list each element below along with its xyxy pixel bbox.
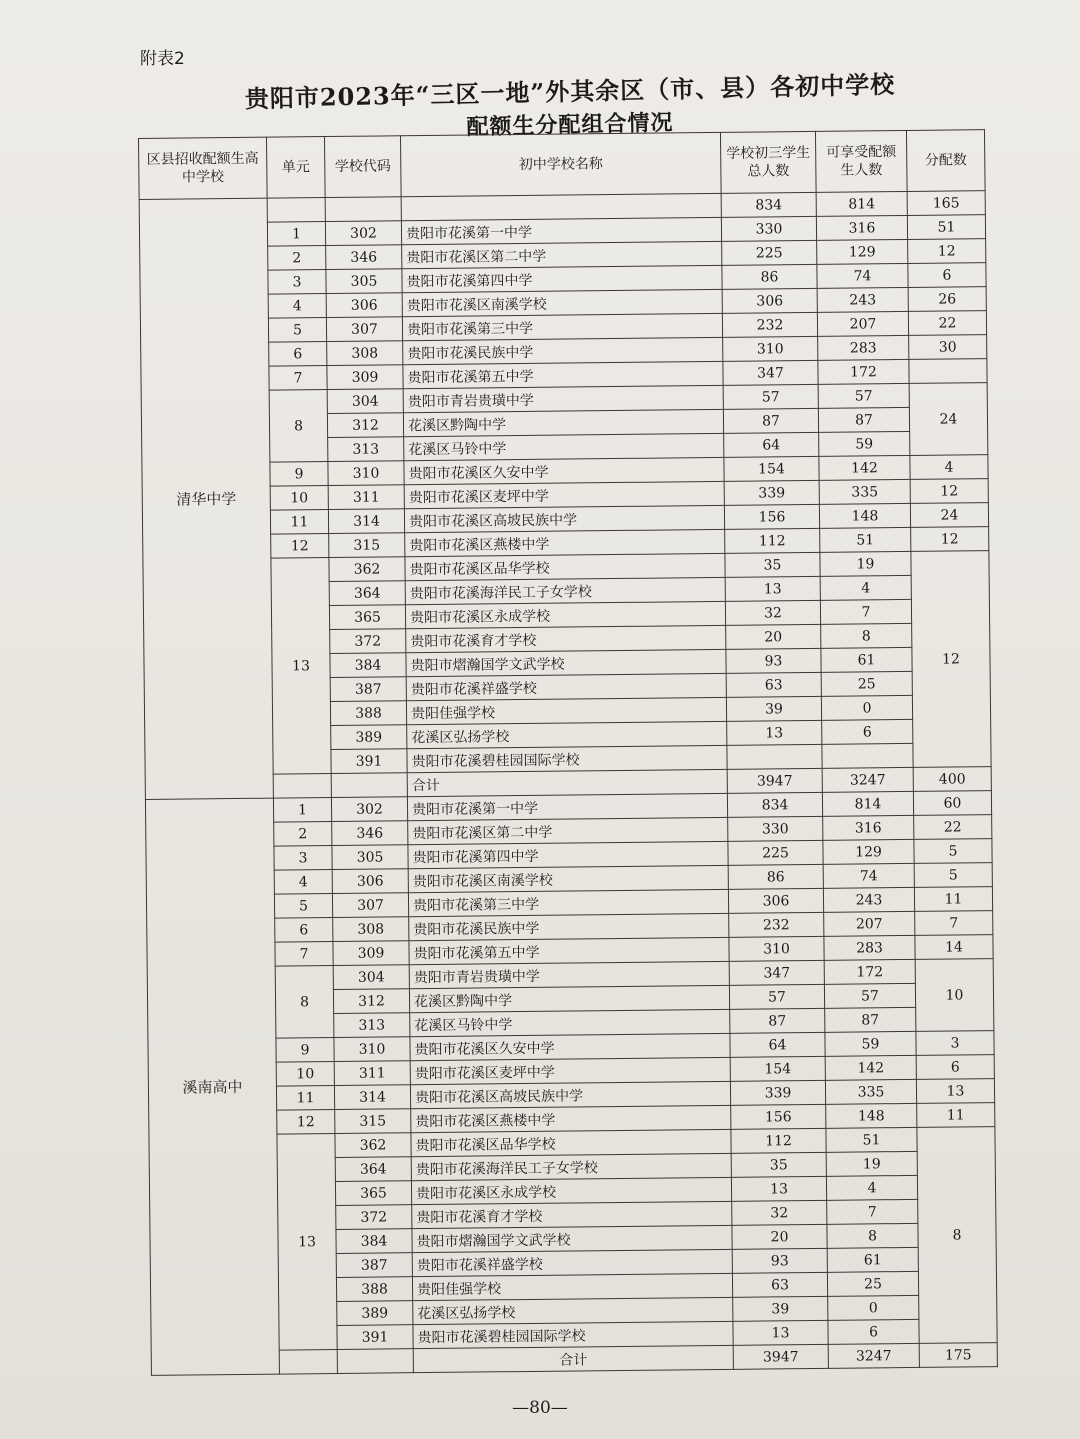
total-students-cell: 57 bbox=[723, 384, 818, 409]
school-name-cell: 贵阳市花溪区第二中学 bbox=[408, 817, 728, 844]
code-cell: 307 bbox=[326, 317, 402, 342]
total-students-cell: 232 bbox=[722, 312, 817, 337]
eligible-cell: 207 bbox=[817, 311, 908, 336]
code-cell: 388 bbox=[336, 1277, 412, 1302]
school-name-cell: 贵阳市花溪区麦坪中学 bbox=[404, 481, 724, 508]
code-cell: 312 bbox=[333, 989, 409, 1014]
school-name-cell: 贵阳市花溪区品华学校 bbox=[405, 553, 725, 580]
unit-cell: 10 bbox=[276, 1061, 334, 1086]
total-students-cell: 156 bbox=[731, 1104, 826, 1129]
eligible-cell: 74 bbox=[823, 863, 914, 888]
unit-cell bbox=[279, 1349, 337, 1374]
eligible-cell: 61 bbox=[821, 647, 912, 672]
unit-cell bbox=[273, 774, 331, 799]
allocation-cell: 7 bbox=[915, 911, 993, 936]
school-name-cell: 花溪区马铃中学 bbox=[410, 1009, 730, 1036]
total-students-cell: 39 bbox=[733, 1296, 828, 1321]
code-cell: 372 bbox=[330, 629, 406, 654]
allocation-cell: 10 bbox=[915, 959, 994, 1032]
code-cell: 307 bbox=[332, 893, 408, 918]
header-eligible: 可享受配额生人数 bbox=[815, 130, 907, 192]
code-cell: 388 bbox=[330, 701, 406, 726]
code-cell bbox=[337, 1349, 413, 1374]
eligible-cell: 57 bbox=[818, 383, 909, 408]
total-students-cell: 20 bbox=[726, 624, 821, 649]
table-body bbox=[139, 191, 997, 1376]
eligible-cell: 172 bbox=[818, 359, 909, 384]
eligible-cell: 142 bbox=[825, 1055, 916, 1080]
school-name-cell: 花溪区黔陶中学 bbox=[403, 409, 723, 436]
eligible-cell: 57 bbox=[824, 983, 915, 1008]
school-name-cell: 贵阳市花溪海洋民工子女学校 bbox=[405, 577, 725, 604]
school-name-cell: 贵阳市青岩贵璜中学 bbox=[403, 385, 723, 412]
total-students-cell: 86 bbox=[722, 264, 817, 289]
eligible-cell: 8 bbox=[827, 1223, 918, 1248]
school-name-cell: 贵阳市花溪区永成学校 bbox=[411, 1177, 731, 1204]
code-cell: 365 bbox=[329, 605, 405, 630]
unit-cell: 1 bbox=[273, 798, 331, 823]
eligible-cell: 74 bbox=[817, 263, 908, 288]
school-name-cell: 贵阳市花溪区高坡民族中学 bbox=[410, 1081, 730, 1108]
total-students-cell: 63 bbox=[726, 672, 821, 697]
code-cell: 387 bbox=[336, 1253, 412, 1278]
code-cell: 384 bbox=[330, 653, 406, 678]
code-cell: 310 bbox=[334, 1037, 410, 1062]
code-cell: 302 bbox=[331, 797, 407, 822]
code-cell: 389 bbox=[337, 1301, 413, 1326]
allocation-cell: 12 bbox=[911, 551, 991, 768]
allocation-cell: 11 bbox=[914, 887, 992, 912]
school-name-cell: 贵阳市花溪民族中学 bbox=[403, 337, 723, 364]
school-name-cell: 贵阳市花溪第四中学 bbox=[408, 841, 728, 868]
school-name-cell: 贵阳市花溪区南溪学校 bbox=[408, 865, 728, 892]
code-cell: 389 bbox=[331, 725, 407, 750]
allocation-cell: 24 bbox=[910, 503, 988, 528]
eligible-cell: 19 bbox=[820, 551, 911, 576]
unit-cell: 13 bbox=[277, 1133, 337, 1350]
code-cell: 314 bbox=[334, 1085, 410, 1110]
annex-label: 附表2 bbox=[140, 49, 185, 69]
eligible-cell: 7 bbox=[827, 1199, 918, 1224]
school-name-cell: 贵阳市花溪海洋民工子女学校 bbox=[411, 1153, 731, 1180]
allocation-cell: 6 bbox=[908, 263, 986, 288]
total-label: 合计 bbox=[413, 1345, 733, 1372]
total-students-cell: 39 bbox=[726, 696, 821, 721]
code-cell bbox=[325, 197, 401, 222]
school-name-cell bbox=[401, 193, 721, 220]
allocation-cell: 22 bbox=[908, 311, 986, 336]
allocation-cell: 14 bbox=[915, 935, 993, 960]
school-name-cell: 贵阳佳强学校 bbox=[412, 1273, 732, 1300]
eligible-cell: 283 bbox=[824, 935, 915, 960]
school-name-cell: 贵阳市花溪民族中学 bbox=[409, 913, 729, 940]
allocation-cell: 22 bbox=[914, 815, 992, 840]
unit-cell: 4 bbox=[274, 870, 332, 895]
school-name-cell: 贵阳市花溪第五中学 bbox=[409, 937, 729, 964]
allocation-sum: 175 bbox=[919, 1343, 997, 1368]
school-name-cell: 贵阳市花溪祥盛学校 bbox=[412, 1249, 732, 1276]
title-line-1: 贵阳市2023年“三区一地”外其余区（市、县）各初中学校 bbox=[244, 69, 896, 114]
eligible-cell: 148 bbox=[819, 503, 910, 528]
total-students-cell: 13 bbox=[733, 1320, 828, 1345]
total-students-cell: 339 bbox=[730, 1080, 825, 1105]
allocation-cell: 51 bbox=[907, 215, 985, 240]
code-cell: 364 bbox=[329, 581, 405, 606]
code-cell: 311 bbox=[328, 485, 404, 510]
school-name-cell: 贵阳市熠瀚国学文武学校 bbox=[406, 649, 726, 676]
code-cell: 314 bbox=[328, 509, 404, 534]
school-name-cell: 贵阳市花溪区品华学校 bbox=[411, 1129, 731, 1156]
code-cell: 346 bbox=[332, 821, 408, 846]
page-number: —80— bbox=[512, 1398, 568, 1418]
total-students-cell: 347 bbox=[729, 960, 824, 985]
total-students-cell: 93 bbox=[726, 648, 821, 673]
total-students-cell: 13 bbox=[731, 1176, 826, 1201]
header-code: 学校代码 bbox=[324, 136, 401, 198]
high-school-cell: 溪南高中 bbox=[145, 798, 279, 1375]
unit-cell: 5 bbox=[274, 894, 332, 919]
allocation-cell bbox=[909, 359, 987, 384]
eligible-cell: 51 bbox=[820, 527, 911, 552]
code-cell: 309 bbox=[333, 941, 409, 966]
code-cell: 365 bbox=[335, 1181, 411, 1206]
total-students-cell: 306 bbox=[728, 888, 823, 913]
eligible-cell: 0 bbox=[828, 1295, 919, 1320]
code-cell: 391 bbox=[337, 1325, 413, 1350]
unit-cell: 8 bbox=[275, 966, 334, 1039]
code-cell: 304 bbox=[333, 965, 409, 990]
unit-cell: 11 bbox=[276, 1085, 334, 1110]
code-cell: 315 bbox=[335, 1109, 411, 1134]
total-students-sum: 3947 bbox=[733, 1344, 828, 1369]
code-cell: 308 bbox=[333, 917, 409, 942]
eligible-cell: 316 bbox=[816, 215, 907, 240]
allocation-cell: 26 bbox=[908, 287, 986, 312]
total-students-cell: 63 bbox=[732, 1272, 827, 1297]
total-students-cell: 112 bbox=[725, 528, 820, 553]
code-cell: 362 bbox=[335, 1133, 411, 1158]
allocation-table bbox=[138, 129, 998, 1376]
total-students-cell: 32 bbox=[732, 1200, 827, 1225]
total-students-cell: 232 bbox=[729, 912, 824, 937]
allocation-cell: 60 bbox=[913, 791, 991, 816]
total-students-cell: 13 bbox=[725, 576, 820, 601]
total-students-cell: 32 bbox=[725, 600, 820, 625]
eligible-cell: 814 bbox=[822, 791, 913, 816]
school-name-cell: 贵阳市花溪碧桂园国际学校 bbox=[413, 1321, 733, 1348]
total-students-cell: 35 bbox=[731, 1152, 826, 1177]
code-cell: 305 bbox=[332, 845, 408, 870]
code-cell: 311 bbox=[334, 1061, 410, 1086]
total-students-cell: 13 bbox=[727, 720, 822, 745]
allocation-cell: 24 bbox=[909, 383, 988, 456]
school-name-cell: 贵阳市花溪区麦坪中学 bbox=[410, 1057, 730, 1084]
code-cell: 384 bbox=[336, 1229, 412, 1254]
school-name-cell: 贵阳市花溪区久安中学 bbox=[404, 457, 724, 484]
code-cell: 302 bbox=[325, 221, 401, 246]
eligible-cell: 59 bbox=[825, 1031, 916, 1056]
header-name: 初中学校名称 bbox=[400, 132, 721, 196]
total-students-cell: 64 bbox=[730, 1032, 825, 1057]
unit-cell: 3 bbox=[274, 846, 332, 871]
eligible-cell: 335 bbox=[819, 479, 910, 504]
total-students-cell: 86 bbox=[728, 864, 823, 889]
eligible-cell: 25 bbox=[827, 1271, 918, 1296]
school-name-cell: 贵阳市花溪区久安中学 bbox=[410, 1033, 730, 1060]
code-cell: 346 bbox=[326, 245, 402, 270]
eligible-cell: 129 bbox=[817, 239, 908, 264]
total-label: 合计 bbox=[407, 769, 727, 796]
code-cell: 312 bbox=[327, 413, 403, 438]
school-name-cell: 贵阳市花溪区第二中学 bbox=[402, 241, 722, 268]
eligible-cell: 814 bbox=[816, 191, 907, 216]
code-cell: 364 bbox=[335, 1157, 411, 1182]
code-cell: 305 bbox=[326, 269, 402, 294]
total-students-cell: 87 bbox=[730, 1008, 825, 1033]
eligible-cell: 59 bbox=[819, 431, 910, 456]
allocation-cell: 4 bbox=[910, 455, 988, 480]
allocation-cell: 8 bbox=[917, 1127, 997, 1344]
header-high-school: 区县招收配额生高中学校 bbox=[139, 137, 268, 199]
school-name-cell: 花溪区弘扬学校 bbox=[407, 721, 727, 748]
total-students-cell: 87 bbox=[723, 408, 818, 433]
unit-cell bbox=[267, 198, 325, 223]
unit-cell: 11 bbox=[270, 510, 328, 535]
school-name-cell: 贵阳市花溪第三中学 bbox=[408, 889, 728, 916]
school-name-cell: 贵阳市花溪祥盛学校 bbox=[406, 673, 726, 700]
code-cell: 308 bbox=[327, 341, 403, 366]
unit-cell: 9 bbox=[276, 1037, 334, 1062]
total-students-cell: 156 bbox=[724, 504, 819, 529]
total-students-cell: 339 bbox=[724, 480, 819, 505]
allocation-cell: 12 bbox=[910, 479, 988, 504]
total-students-cell bbox=[727, 744, 822, 769]
unit-cell: 2 bbox=[274, 822, 332, 847]
unit-cell: 12 bbox=[271, 534, 329, 559]
unit-cell: 6 bbox=[275, 918, 333, 943]
total-students-cell: 330 bbox=[728, 816, 823, 841]
school-name-cell: 贵阳市花溪第三中学 bbox=[402, 313, 722, 340]
school-name-cell: 贵阳市青岩贵璜中学 bbox=[409, 961, 729, 988]
total-students-cell: 64 bbox=[724, 432, 819, 457]
total-students-cell: 57 bbox=[729, 984, 824, 1009]
eligible-cell: 148 bbox=[826, 1103, 917, 1128]
total-students-cell: 154 bbox=[730, 1056, 825, 1081]
unit-cell: 1 bbox=[267, 222, 325, 247]
school-name-cell: 贵阳市花溪区燕楼中学 bbox=[405, 529, 725, 556]
school-name-cell: 花溪区马铃中学 bbox=[404, 433, 724, 460]
eligible-cell: 6 bbox=[822, 719, 913, 744]
allocation-cell: 30 bbox=[909, 335, 987, 360]
total-students-cell: 20 bbox=[732, 1224, 827, 1249]
school-name-cell: 贵阳佳强学校 bbox=[406, 697, 726, 724]
eligible-cell bbox=[822, 743, 913, 768]
code-cell: 310 bbox=[328, 461, 404, 486]
total-students-cell: 834 bbox=[727, 792, 822, 817]
eligible-cell: 283 bbox=[818, 335, 909, 360]
eligible-sum: 3247 bbox=[822, 767, 913, 792]
total-students-cell: 112 bbox=[731, 1128, 826, 1153]
school-name-cell: 贵阳市花溪碧桂园国际学校 bbox=[407, 745, 727, 772]
unit-cell: 9 bbox=[270, 462, 328, 487]
total-students-cell: 154 bbox=[724, 456, 819, 481]
allocation-cell: 3 bbox=[916, 1031, 994, 1056]
total-students-cell: 310 bbox=[723, 336, 818, 361]
code-cell: 304 bbox=[327, 389, 403, 414]
high-school-cell: 清华中学 bbox=[139, 198, 273, 799]
code-cell bbox=[331, 773, 407, 798]
eligible-cell: 19 bbox=[826, 1151, 917, 1176]
school-name-cell: 贵阳市花溪区永成学校 bbox=[405, 601, 725, 628]
eligible-cell: 87 bbox=[818, 407, 909, 432]
allocation-cell: 5 bbox=[914, 839, 992, 864]
eligible-cell: 25 bbox=[821, 671, 912, 696]
school-name-cell: 花溪区黔陶中学 bbox=[409, 985, 729, 1012]
total-students-cell: 330 bbox=[721, 216, 816, 241]
eligible-cell: 316 bbox=[823, 815, 914, 840]
allocation-cell: 11 bbox=[917, 1103, 995, 1128]
unit-cell: 3 bbox=[268, 270, 326, 295]
school-name-cell: 贵阳市花溪区高坡民族中学 bbox=[404, 505, 724, 532]
school-name-cell: 贵阳市花溪第四中学 bbox=[402, 265, 722, 292]
code-cell: 391 bbox=[331, 749, 407, 774]
unit-cell: 10 bbox=[270, 486, 328, 511]
allocation-cell: 165 bbox=[907, 191, 985, 216]
unit-cell: 2 bbox=[268, 246, 326, 271]
unit-cell: 13 bbox=[271, 558, 331, 775]
school-name-cell: 贵阳市花溪第一中学 bbox=[401, 217, 721, 244]
header-allocation: 分配数 bbox=[906, 130, 985, 192]
code-cell: 306 bbox=[326, 293, 402, 318]
total-students-cell: 225 bbox=[722, 240, 817, 265]
allocation-table-wrap bbox=[138, 129, 997, 1376]
allocation-cell: 6 bbox=[916, 1055, 994, 1080]
eligible-cell: 129 bbox=[823, 839, 914, 864]
unit-cell: 7 bbox=[275, 942, 333, 967]
code-cell: 372 bbox=[336, 1205, 412, 1230]
eligible-cell: 87 bbox=[825, 1007, 916, 1032]
school-name-cell: 贵阳市花溪第一中学 bbox=[407, 793, 727, 820]
eligible-cell: 172 bbox=[824, 959, 915, 984]
eligible-cell: 0 bbox=[821, 695, 912, 720]
eligible-cell: 61 bbox=[827, 1247, 918, 1272]
total-students-sum: 3947 bbox=[727, 768, 822, 793]
eligible-cell: 142 bbox=[819, 455, 910, 480]
code-cell: 306 bbox=[332, 869, 408, 894]
total-students-cell: 834 bbox=[721, 192, 816, 217]
header-row bbox=[139, 130, 986, 200]
eligible-cell: 4 bbox=[820, 575, 911, 600]
header-unit: 单元 bbox=[266, 137, 325, 199]
eligible-cell: 51 bbox=[826, 1127, 917, 1152]
school-name-cell: 贵阳市花溪第五中学 bbox=[403, 361, 723, 388]
total-students-cell: 93 bbox=[732, 1248, 827, 1273]
code-cell: 313 bbox=[328, 437, 404, 462]
school-name-cell: 贵阳市花溪育才学校 bbox=[406, 625, 726, 652]
eligible-cell: 6 bbox=[828, 1319, 919, 1344]
school-name-cell: 贵阳市花溪区燕楼中学 bbox=[411, 1105, 731, 1132]
code-cell: 387 bbox=[330, 677, 406, 702]
eligible-cell: 243 bbox=[823, 887, 914, 912]
eligible-cell: 335 bbox=[825, 1079, 916, 1104]
eligible-cell: 8 bbox=[821, 623, 912, 648]
code-cell: 362 bbox=[329, 557, 405, 582]
school-name-cell: 贵阳市熠瀚国学文武学校 bbox=[412, 1225, 732, 1252]
unit-cell: 6 bbox=[269, 342, 327, 367]
total-students-cell: 306 bbox=[722, 288, 817, 313]
eligible-cell: 7 bbox=[820, 599, 911, 624]
eligible-cell: 207 bbox=[824, 911, 915, 936]
eligible-sum: 3247 bbox=[828, 1343, 919, 1368]
allocation-cell: 12 bbox=[908, 239, 986, 264]
school-name-cell: 贵阳市花溪区南溪学校 bbox=[402, 289, 722, 316]
unit-cell: 12 bbox=[277, 1109, 335, 1134]
total-students-cell: 310 bbox=[729, 936, 824, 961]
code-cell: 313 bbox=[334, 1013, 410, 1038]
total-students-cell: 225 bbox=[728, 840, 823, 865]
title-line-2: 配额生分配组合情况 bbox=[466, 109, 674, 141]
total-students-cell: 35 bbox=[725, 552, 820, 577]
code-cell: 315 bbox=[329, 533, 405, 558]
allocation-cell: 5 bbox=[914, 863, 992, 888]
code-cell: 309 bbox=[327, 365, 403, 390]
eligible-cell: 4 bbox=[826, 1175, 917, 1200]
eligible-cell: 243 bbox=[817, 287, 908, 312]
unit-cell: 7 bbox=[269, 366, 327, 391]
total-students-cell: 347 bbox=[723, 360, 818, 385]
header-total-students: 学校初三学生总人数 bbox=[720, 131, 816, 193]
school-name-cell: 贵阳市花溪育才学校 bbox=[412, 1201, 732, 1228]
allocation-cell: 13 bbox=[916, 1079, 994, 1104]
school-name-cell: 花溪区弘扬学校 bbox=[413, 1297, 733, 1324]
unit-cell: 4 bbox=[268, 294, 326, 319]
allocation-cell: 12 bbox=[911, 527, 989, 552]
unit-cell: 5 bbox=[268, 318, 326, 343]
unit-cell: 8 bbox=[269, 390, 328, 463]
allocation-sum: 400 bbox=[913, 767, 991, 792]
